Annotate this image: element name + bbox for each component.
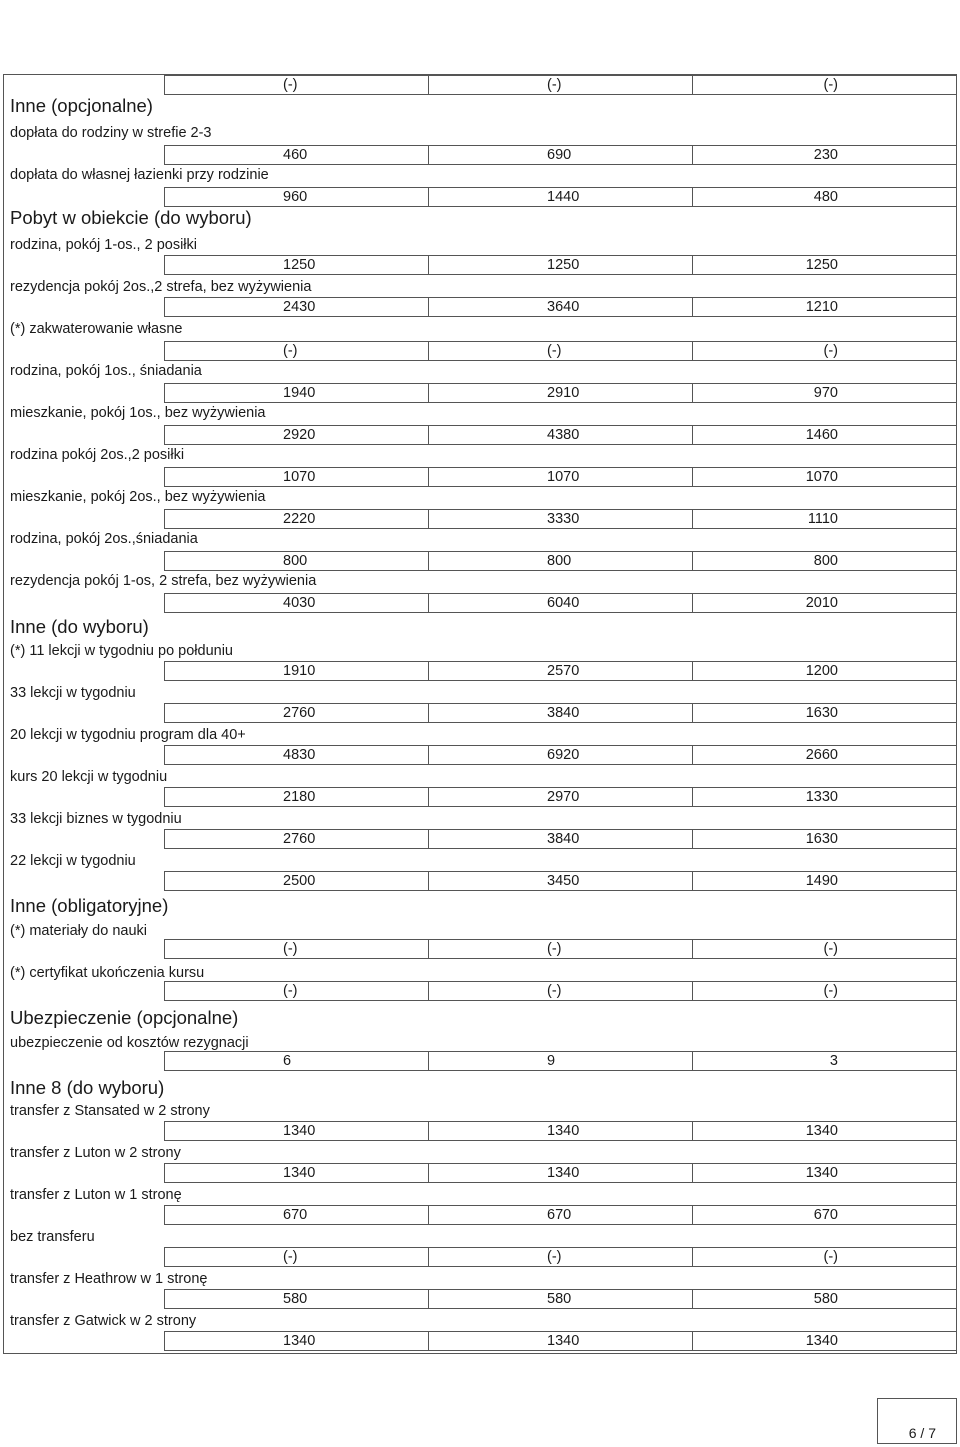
value-text: 3450 (547, 873, 580, 889)
value-cell (428, 1051, 692, 1071)
value-text: 6040 (547, 595, 580, 611)
value-cell (692, 383, 957, 403)
value-text: 2910 (547, 385, 580, 401)
value-cell (428, 981, 692, 1001)
value-cell (428, 871, 692, 891)
value-text: 4030 (283, 595, 316, 611)
value-cell (692, 467, 957, 487)
value-cell (692, 1121, 957, 1141)
row-label: 22 lekcji w tygodniu (10, 853, 136, 869)
value-text: 1340 (547, 1123, 580, 1139)
value-cell (428, 425, 692, 445)
value-text: (-) (283, 941, 298, 957)
row-label: dopłata do rodziny w strefie 2-3 (10, 125, 212, 141)
value-cell (692, 1247, 957, 1267)
value-text: 580 (547, 1291, 572, 1307)
value-text: 1250 (283, 257, 316, 273)
section-heading: Inne (opcjonalne) (10, 95, 153, 116)
value-row (164, 787, 957, 807)
value-text: 1910 (283, 663, 316, 679)
value-row (164, 981, 957, 1001)
value-row (164, 297, 957, 317)
value-row (164, 383, 957, 403)
value-text: (-) (283, 343, 298, 359)
value-text: 3640 (547, 299, 580, 315)
value-cell (164, 1247, 428, 1267)
value-cell (428, 703, 692, 723)
value-text: 1200 (805, 663, 838, 679)
value-cell (164, 383, 428, 403)
value-cell (428, 829, 692, 849)
value-cell (428, 787, 692, 807)
value-cell (428, 383, 692, 403)
value-text: 2010 (805, 595, 838, 611)
row-label: rodzina, pokój 1os., śniadania (10, 363, 202, 379)
value-row (164, 187, 957, 207)
section-heading: Inne (do wyboru) (10, 616, 149, 637)
row-label: (*) materiały do nauki (10, 923, 147, 939)
value-row (164, 1163, 957, 1183)
value-text: 1340 (283, 1333, 316, 1349)
row-label: rezydencja pokój 1-os, 2 strefa, bez wyżywienia (10, 573, 317, 589)
value-text: 2660 (805, 747, 838, 763)
value-text: 3330 (547, 511, 580, 527)
value-cell (692, 593, 957, 613)
value-cell (692, 829, 957, 849)
value-text: 4830 (283, 747, 316, 763)
value-cell (428, 745, 692, 765)
value-cell (692, 1331, 957, 1351)
row-label: transfer z Luton w 1 stronę (10, 1187, 182, 1203)
row-label: ubezpieczenie od kosztów rezygnacji (10, 1035, 249, 1051)
value-row (164, 255, 957, 275)
value-text: 1340 (283, 1165, 316, 1181)
value-text: 1630 (805, 831, 838, 847)
value-text: 1070 (547, 469, 580, 485)
value-cell (692, 75, 957, 95)
value-row (164, 145, 957, 165)
value-cell (692, 703, 957, 723)
value-cell (692, 341, 957, 361)
value-row (164, 871, 957, 891)
value-cell (692, 187, 957, 207)
value-cell (164, 1051, 428, 1071)
value-text: (-) (283, 1249, 298, 1265)
value-text: (-) (547, 77, 562, 93)
value-text: (-) (547, 343, 562, 359)
value-text: (-) (547, 941, 562, 957)
value-cell (164, 467, 428, 487)
value-cell (428, 145, 692, 165)
row-label: transfer z Heathrow w 1 stronę (10, 1271, 208, 1287)
value-text: (-) (823, 941, 838, 957)
value-text: 1070 (805, 469, 838, 485)
value-text: (-) (547, 983, 562, 999)
value-text: 1490 (805, 873, 838, 889)
value-cell (164, 425, 428, 445)
value-cell (692, 145, 957, 165)
value-cell (692, 551, 957, 571)
value-text: (-) (283, 983, 298, 999)
value-text: (-) (283, 77, 298, 93)
value-cell (692, 425, 957, 445)
value-text: 2180 (283, 789, 316, 805)
value-text: 800 (547, 553, 572, 569)
value-cell (428, 187, 692, 207)
price-table (3, 74, 957, 1354)
value-row (164, 75, 957, 95)
value-text: 1340 (805, 1165, 838, 1181)
value-cell (428, 1289, 692, 1309)
value-row (164, 745, 957, 765)
value-cell (164, 551, 428, 571)
value-cell (428, 661, 692, 681)
row-label: (*) certyfikat ukończenia kursu (10, 965, 205, 981)
value-cell (428, 255, 692, 275)
value-cell (428, 1247, 692, 1267)
value-cell (428, 341, 692, 361)
value-row (164, 593, 957, 613)
value-text: (-) (547, 1249, 562, 1265)
value-text: 690 (547, 147, 572, 163)
value-row (164, 1331, 957, 1351)
value-text: 2220 (283, 511, 316, 527)
value-text: 6 (283, 1053, 292, 1069)
value-text: 2970 (547, 789, 580, 805)
row-label: rodzina, pokój 1-os., 2 posiłki (10, 237, 197, 253)
value-cell (164, 981, 428, 1001)
value-cell (692, 1289, 957, 1309)
value-row (164, 661, 957, 681)
value-cell (164, 255, 428, 275)
value-row (164, 1121, 957, 1141)
value-text: 1340 (805, 1333, 838, 1349)
value-cell (692, 787, 957, 807)
row-label: kurs 20 lekcji w tygodniu (10, 769, 168, 785)
value-cell (164, 661, 428, 681)
row-label: rezydencja pokój 2os.,2 strefa, bez wyżywienia (10, 279, 312, 295)
value-text: 970 (813, 385, 838, 401)
value-text: 1250 (805, 257, 838, 273)
value-cell (428, 551, 692, 571)
value-text: (-) (823, 983, 838, 999)
value-cell (692, 509, 957, 529)
page-number: 6 / 7 (908, 1425, 936, 1441)
value-row (164, 1247, 957, 1267)
row-label: bez transferu (10, 1229, 95, 1245)
row-label: transfer z Luton w 2 strony (10, 1145, 181, 1161)
value-text: 2760 (283, 705, 316, 721)
value-text: 1210 (805, 299, 838, 315)
value-text: 1340 (805, 1123, 838, 1139)
value-cell (164, 1121, 428, 1141)
value-row (164, 509, 957, 529)
value-text: 1340 (547, 1165, 580, 1181)
value-text: 6920 (547, 747, 580, 763)
section-heading: Pobyt w obiekcie (do wyboru) (10, 207, 252, 228)
row-label: mieszkanie, pokój 2os., bez wyżywienia (10, 489, 266, 505)
value-cell (164, 341, 428, 361)
value-text: 580 (813, 1291, 838, 1307)
value-text: 4380 (547, 427, 580, 443)
value-cell (692, 661, 957, 681)
value-cell (428, 1331, 692, 1351)
value-cell (428, 297, 692, 317)
value-cell (164, 509, 428, 529)
value-text: 1340 (547, 1333, 580, 1349)
value-text: 1250 (547, 257, 580, 273)
section-heading: Inne (obligatoryjne) (10, 895, 169, 916)
value-row (164, 1051, 957, 1071)
value-text: 800 (283, 553, 308, 569)
value-cell (164, 75, 428, 95)
value-text: 1070 (283, 469, 316, 485)
value-cell (692, 1163, 957, 1183)
value-text: 2570 (547, 663, 580, 679)
value-cell (164, 787, 428, 807)
value-cell (164, 1289, 428, 1309)
page-number-box (877, 1398, 957, 1444)
value-cell (692, 745, 957, 765)
value-cell (164, 1331, 428, 1351)
value-text: (-) (823, 1249, 838, 1265)
value-text: 1460 (805, 427, 838, 443)
value-text: 1340 (283, 1123, 316, 1139)
value-text: 3840 (547, 831, 580, 847)
value-text: 1110 (807, 511, 838, 527)
row-label: mieszkanie, pokój 1os., bez wyżywienia (10, 405, 266, 421)
value-text: 800 (813, 553, 838, 569)
value-row (164, 1205, 957, 1225)
row-label: 33 lekcji biznes w tygodniu (10, 811, 182, 827)
value-cell (428, 1163, 692, 1183)
value-cell (692, 1051, 957, 1071)
value-cell (164, 829, 428, 849)
value-text: 670 (547, 1207, 572, 1223)
value-cell (692, 255, 957, 275)
row-label: rodzina pokój 2os.,2 posiłki (10, 447, 185, 463)
value-cell (428, 75, 692, 95)
value-row (164, 703, 957, 723)
value-cell (164, 297, 428, 317)
value-text: 3 (829, 1053, 838, 1069)
value-text: 960 (283, 189, 308, 205)
value-row (164, 939, 957, 959)
value-text: 1940 (283, 385, 316, 401)
value-cell (164, 145, 428, 165)
value-text: 2500 (283, 873, 316, 889)
value-cell (428, 593, 692, 613)
value-cell (428, 1121, 692, 1141)
row-label: (*) 11 lekcji w tygodniu po połduniu (10, 643, 234, 659)
value-text: 230 (813, 147, 838, 163)
section-heading: Ubezpieczenie (opcjonalne) (10, 1007, 239, 1028)
value-text: 2920 (283, 427, 316, 443)
value-text: 580 (283, 1291, 308, 1307)
value-cell (428, 467, 692, 487)
row-label: rodzina, pokój 2os.,śniadania (10, 531, 198, 547)
value-text: 460 (283, 147, 308, 163)
value-row (164, 1289, 957, 1309)
value-row (164, 551, 957, 571)
value-cell (692, 297, 957, 317)
value-row (164, 341, 957, 361)
row-label: 20 lekcji w tygodniu program dla 40+ (10, 727, 246, 743)
value-text: (-) (823, 343, 838, 359)
value-cell (692, 981, 957, 1001)
value-text: 670 (283, 1207, 308, 1223)
row-label: dopłata do własnej łazienki przy rodzinie (10, 167, 269, 183)
value-text: 2430 (283, 299, 316, 315)
value-text: 480 (813, 189, 838, 205)
value-cell (692, 871, 957, 891)
value-row (164, 467, 957, 487)
value-cell (164, 187, 428, 207)
value-text: 1330 (805, 789, 838, 805)
value-cell (164, 1163, 428, 1183)
value-cell (428, 939, 692, 959)
value-cell (692, 939, 957, 959)
value-cell (164, 939, 428, 959)
value-text: (-) (823, 77, 838, 93)
row-label: (*) zakwaterowanie własne (10, 321, 183, 337)
row-label: 33 lekcji w tygodniu (10, 685, 136, 701)
value-cell (428, 509, 692, 529)
value-text: 2760 (283, 831, 316, 847)
value-row (164, 829, 957, 849)
value-text: 3840 (547, 705, 580, 721)
value-cell (428, 1205, 692, 1225)
value-text: 1630 (805, 705, 838, 721)
value-text: 9 (547, 1053, 556, 1069)
value-row (164, 425, 957, 445)
value-cell (164, 593, 428, 613)
value-text: 1440 (547, 189, 580, 205)
section-heading: Inne 8 (do wyboru) (10, 1077, 165, 1098)
value-text: 670 (813, 1207, 838, 1223)
value-cell (164, 703, 428, 723)
value-cell (164, 871, 428, 891)
value-cell (164, 745, 428, 765)
value-cell (692, 1205, 957, 1225)
value-cell (164, 1205, 428, 1225)
row-label: transfer z Gatwick w 2 strony (10, 1313, 197, 1329)
row-label: transfer z Stansated w 2 strony (10, 1103, 210, 1119)
